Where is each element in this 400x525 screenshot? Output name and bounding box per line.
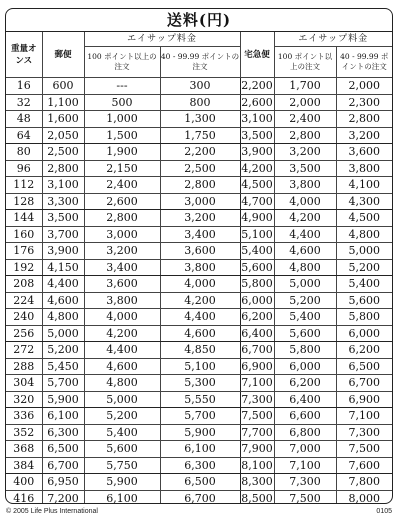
table-row — [6, 309, 392, 326]
autoship-100-cell: 5,750 — [84, 457, 160, 474]
autoship-100-cell-2: 2,000 — [274, 94, 336, 111]
express-cell: 6,400 — [241, 326, 273, 340]
weight-cell: 288 — [6, 358, 42, 375]
weight-header: 重量オンス — [6, 32, 42, 78]
autoship-100-cell: 3,800 — [84, 292, 160, 309]
weight-cell: 224 — [6, 292, 42, 309]
autoship-100-cell: 6,100 — [84, 490, 160, 504]
autoship-40-cell-2: 4,100 — [336, 177, 392, 194]
autoship-100-cell-2: 5,200 — [274, 292, 336, 309]
autoship-40-cell: 5,700 — [160, 408, 240, 425]
autoship-100-cell-2: 6,200 — [274, 375, 336, 392]
weight-cell: 400 — [6, 474, 42, 491]
autoship-40-cell-2: 5,000 — [336, 243, 392, 260]
autoship-100-cell: 4,800 — [84, 375, 160, 392]
express-cell: 4,200 — [241, 161, 273, 175]
autoship-40-cell: 4,600 — [160, 325, 240, 342]
autoship-40-cell: 1,750 — [160, 127, 240, 144]
post-cell: 3,500 — [42, 210, 84, 227]
autoship-100-cell: 4,000 — [84, 309, 160, 326]
autoship-100-cell: 1,000 — [84, 111, 160, 128]
autoship-40-cell-2: 4,800 — [336, 226, 392, 243]
autoship-40-cell-2: 2,800 — [336, 111, 392, 128]
autoship-40-cell: 300 — [160, 78, 240, 95]
autoship-40-cell: 3,000 — [160, 193, 240, 210]
autoship-100-cell-2: 6,000 — [274, 358, 336, 375]
post-cell: 5,450 — [42, 358, 84, 375]
weight-cell: 272 — [6, 342, 42, 359]
autoship-40-cell: 4,850 — [160, 342, 240, 359]
table-row — [6, 342, 392, 359]
autoship-40-cell: 6,300 — [160, 457, 240, 474]
autoship-100-cell-2: 7,500 — [274, 490, 336, 504]
post-cell: 4,150 — [42, 259, 84, 276]
weight-cell: 384 — [6, 457, 42, 474]
post-cell: 1,100 — [42, 94, 84, 111]
autoship-40-cell-2: 7,500 — [336, 441, 392, 458]
express-cell: 4,500 — [241, 178, 273, 192]
autoship-100-cell-2: 7,300 — [274, 474, 336, 491]
autoship-100-cell: 4,200 — [84, 325, 160, 342]
table-row — [6, 226, 392, 243]
autoship-40-cell: 4,400 — [160, 309, 240, 326]
autoship-100-cell-2: 4,000 — [274, 193, 336, 210]
autoship-100-header-2: 100 ポイント以上の注文 — [274, 47, 336, 78]
table-row — [6, 210, 392, 227]
post-cell: 6,950 — [42, 474, 84, 491]
rate-table-body — [6, 78, 392, 505]
autoship-40-header: 40 - 99.99 ポイントの注文 — [160, 47, 240, 78]
autoship-100-cell: 500 — [84, 94, 160, 111]
post-cell: 5,000 — [42, 325, 84, 342]
table-row — [6, 490, 392, 504]
autoship-40-cell-2: 3,800 — [336, 160, 392, 177]
autoship-100-cell-2: 4,200 — [274, 210, 336, 227]
autoship-40-cell-2: 3,600 — [336, 144, 392, 161]
autoship-100-cell: 3,400 — [84, 259, 160, 276]
autoship-40-cell-2: 5,800 — [336, 309, 392, 326]
autoship-100-cell: 1,900 — [84, 144, 160, 161]
table-row — [6, 160, 392, 177]
autoship-40-cell-2: 4,300 — [336, 193, 392, 210]
post-cell: 4,600 — [42, 292, 84, 309]
weight-cell: 64 — [6, 127, 42, 144]
autoship-40-cell: 1,300 — [160, 111, 240, 128]
autoship-100-cell: 5,200 — [84, 408, 160, 425]
autoship-40-cell: 5,900 — [160, 424, 240, 441]
autoship-40-cell: 5,100 — [160, 358, 240, 375]
autoship-100-cell: 5,600 — [84, 441, 160, 458]
express-cell: 6,000 — [241, 293, 273, 307]
table-row — [6, 375, 392, 392]
table-row — [6, 292, 392, 309]
autoship-40-cell-2: 5,200 — [336, 259, 392, 276]
autoship-100-cell-2: 5,400 — [274, 309, 336, 326]
autoship-40-cell-2: 2,000 — [336, 78, 392, 95]
autoship-40-cell: 6,500 — [160, 474, 240, 491]
post-cell: 4,400 — [42, 276, 84, 293]
express-cell: 6,200 — [241, 310, 273, 324]
weight-cell: 352 — [6, 424, 42, 441]
table-row — [6, 391, 392, 408]
table-row — [6, 424, 392, 441]
weight-cell: 80 — [6, 144, 42, 161]
express-cell: 4,700 — [241, 194, 273, 208]
weight-cell: 192 — [6, 259, 42, 276]
autoship-100-cell-2: 6,600 — [274, 408, 336, 425]
autoship-40-cell-2: 7,100 — [336, 408, 392, 425]
autoship-40-cell-2: 3,200 — [336, 127, 392, 144]
post-cell: 6,500 — [42, 441, 84, 458]
table-row — [6, 94, 392, 111]
table-row — [6, 78, 392, 95]
autoship-40-cell: 3,200 — [160, 210, 240, 227]
autoship-40-cell-2: 7,300 — [336, 424, 392, 441]
express-cell: 7,300 — [241, 392, 273, 406]
express-cell: 7,900 — [241, 442, 273, 456]
autoship-40-cell-2: 7,600 — [336, 457, 392, 474]
table-row — [6, 325, 392, 342]
post-header: 郵便 — [42, 32, 84, 78]
autoship-40-cell-2: 5,400 — [336, 276, 392, 293]
autoship-100-cell: 5,400 — [84, 424, 160, 441]
table-row — [6, 177, 392, 194]
autoship-100-cell: 5,900 — [84, 474, 160, 491]
express-cell: 5,600 — [241, 260, 273, 274]
autoship-40-header-2: 40 - 99.99 ポイントの注文 — [336, 47, 392, 78]
autoship-40-cell-2: 4,500 — [336, 210, 392, 227]
express-cell: 7,700 — [241, 425, 273, 439]
autoship-100-cell-2: 5,000 — [274, 276, 336, 293]
post-cell: 4,800 — [42, 309, 84, 326]
weight-cell: 96 — [6, 160, 42, 177]
autoship-100-cell-2: 7,000 — [274, 441, 336, 458]
shipping-rate-table — [6, 32, 392, 504]
autoship-100-cell-2: 6,800 — [274, 424, 336, 441]
autoship-100-cell: 1,500 — [84, 127, 160, 144]
autoship-40-cell: 6,700 — [160, 490, 240, 504]
autoship-100-cell-2: 2,400 — [274, 111, 336, 128]
autoship-100-cell: 5,000 — [84, 391, 160, 408]
autoship-100-cell: 3,600 — [84, 276, 160, 293]
weight-cell: 112 — [6, 177, 42, 194]
weight-cell: 208 — [6, 276, 42, 293]
autoship-40-cell-2: 6,900 — [336, 391, 392, 408]
express-cell: 4,900 — [241, 211, 273, 225]
autoship-100-cell: 2,800 — [84, 210, 160, 227]
autoship-100-cell-2: 3,800 — [274, 177, 336, 194]
weight-cell: 320 — [6, 391, 42, 408]
post-cell: 3,300 — [42, 193, 84, 210]
table-row — [6, 127, 392, 144]
post-cell: 600 — [42, 78, 84, 95]
autoship-100-cell-2: 4,600 — [274, 243, 336, 260]
express-header: 宅急便 — [240, 32, 274, 78]
autoship-40-cell: 2,200 — [160, 144, 240, 161]
post-cell: 3,700 — [42, 226, 84, 243]
page-title: 送料(円) — [6, 9, 392, 32]
express-cell: 6,700 — [241, 343, 273, 357]
post-cell: 3,900 — [42, 243, 84, 260]
autoship-100-cell: 4,600 — [84, 358, 160, 375]
autoship-40-cell-2: 8,000 — [336, 490, 392, 504]
weight-cell: 16 — [6, 78, 42, 95]
post-cell: 2,500 — [42, 144, 84, 161]
autoship-100-cell-2: 2,800 — [274, 127, 336, 144]
post-cell: 5,700 — [42, 375, 84, 392]
express-cell: 6,900 — [241, 359, 273, 373]
autoship-40-cell-2: 6,200 — [336, 342, 392, 359]
weight-cell: 144 — [6, 210, 42, 227]
weight-cell: 128 — [6, 193, 42, 210]
autoship-100-cell: 2,400 — [84, 177, 160, 194]
weight-cell: 416 — [6, 490, 42, 504]
table-row — [6, 457, 392, 474]
table-row — [6, 358, 392, 375]
weight-cell: 304 — [6, 375, 42, 392]
table-row — [6, 144, 392, 161]
express-cell: 8,100 — [241, 458, 273, 472]
autoship-40-cell: 3,800 — [160, 259, 240, 276]
post-cell: 5,200 — [42, 342, 84, 359]
express-cell: 3,500 — [241, 128, 273, 142]
post-cell: 2,800 — [42, 160, 84, 177]
weight-cell: 336 — [6, 408, 42, 425]
weight-cell: 32 — [6, 94, 42, 111]
autoship-40-cell: 5,300 — [160, 375, 240, 392]
autoship-40-cell: 3,600 — [160, 243, 240, 260]
autoship-100-cell-2: 3,500 — [274, 160, 336, 177]
table-row — [6, 193, 392, 210]
weight-cell: 160 — [6, 226, 42, 243]
weight-cell: 256 — [6, 325, 42, 342]
express-cell: 7,500 — [241, 409, 273, 423]
express-cell: 2,200 — [241, 79, 273, 93]
autoship-group-header-2: エイサップ料金 — [274, 32, 392, 47]
autoship-40-cell-2: 5,600 — [336, 292, 392, 309]
autoship-40-cell: 4,200 — [160, 292, 240, 309]
post-cell: 1,600 — [42, 111, 84, 128]
post-cell: 6,100 — [42, 408, 84, 425]
express-cell: 8,500 — [240, 490, 274, 504]
post-cell: 2,050 — [42, 127, 84, 144]
table-row — [6, 259, 392, 276]
table-row — [6, 441, 392, 458]
autoship-group-header: エイサップ料金 — [84, 32, 240, 47]
table-row — [6, 276, 392, 293]
autoship-100-cell: 2,150 — [84, 160, 160, 177]
post-cell: 3,100 — [42, 177, 84, 194]
autoship-100-cell-2: 4,800 — [274, 259, 336, 276]
autoship-100-cell: --- — [84, 78, 160, 95]
autoship-100-cell-2: 3,200 — [274, 144, 336, 161]
autoship-100-cell: 4,400 — [84, 342, 160, 359]
autoship-40-cell: 2,800 — [160, 177, 240, 194]
table-row — [6, 408, 392, 425]
autoship-40-cell: 2,500 — [160, 160, 240, 177]
express-cell: 5,400 — [241, 244, 273, 258]
document-code: 0105 — [376, 508, 392, 515]
weight-cell: 48 — [6, 111, 42, 128]
autoship-100-cell: 3,200 — [84, 243, 160, 260]
autoship-40-cell-2: 7,800 — [336, 474, 392, 491]
autoship-40-cell: 5,550 — [160, 391, 240, 408]
autoship-40-cell-2: 6,500 — [336, 358, 392, 375]
express-cell: 5,800 — [241, 277, 273, 291]
autoship-100-cell-2: 6,400 — [274, 391, 336, 408]
autoship-100-cell-2: 1,700 — [274, 78, 336, 95]
post-cell: 7,200 — [42, 490, 84, 504]
autoship-40-cell-2: 2,300 — [336, 94, 392, 111]
express-cell: 8,300 — [241, 475, 273, 489]
express-cell: 5,100 — [241, 227, 273, 241]
autoship-40-cell-2: 6,700 — [336, 375, 392, 392]
autoship-100-cell-2: 5,800 — [274, 342, 336, 359]
express-cell: 3,100 — [241, 112, 273, 126]
autoship-40-cell: 800 — [160, 94, 240, 111]
express-cell: 3,900 — [241, 145, 273, 159]
autoship-100-header: 100 ポイント以上の注文 — [84, 47, 160, 78]
express-cell: 7,100 — [241, 376, 273, 390]
post-cell: 6,300 — [42, 424, 84, 441]
autoship-100-cell: 3,000 — [84, 226, 160, 243]
post-cell: 5,900 — [42, 391, 84, 408]
autoship-100-cell-2: 5,600 — [274, 325, 336, 342]
autoship-40-cell-2: 6,000 — [336, 325, 392, 342]
table-row — [6, 243, 392, 260]
autoship-40-cell: 6,100 — [160, 441, 240, 458]
copyright-text: © 2005 Life Plus International — [6, 508, 98, 515]
autoship-100-cell: 2,600 — [84, 193, 160, 210]
express-cell: 2,600 — [241, 95, 273, 109]
table-row — [6, 474, 392, 491]
weight-cell: 240 — [6, 309, 42, 326]
table-row — [6, 111, 392, 128]
autoship-100-cell-2: 4,400 — [274, 226, 336, 243]
post-cell: 6,700 — [42, 457, 84, 474]
shipping-rate-sheet — [5, 8, 393, 504]
weight-cell: 176 — [6, 243, 42, 260]
autoship-40-cell: 4,000 — [160, 276, 240, 293]
autoship-100-cell-2: 7,100 — [274, 457, 336, 474]
autoship-40-cell: 3,400 — [160, 226, 240, 243]
weight-cell: 368 — [6, 441, 42, 458]
